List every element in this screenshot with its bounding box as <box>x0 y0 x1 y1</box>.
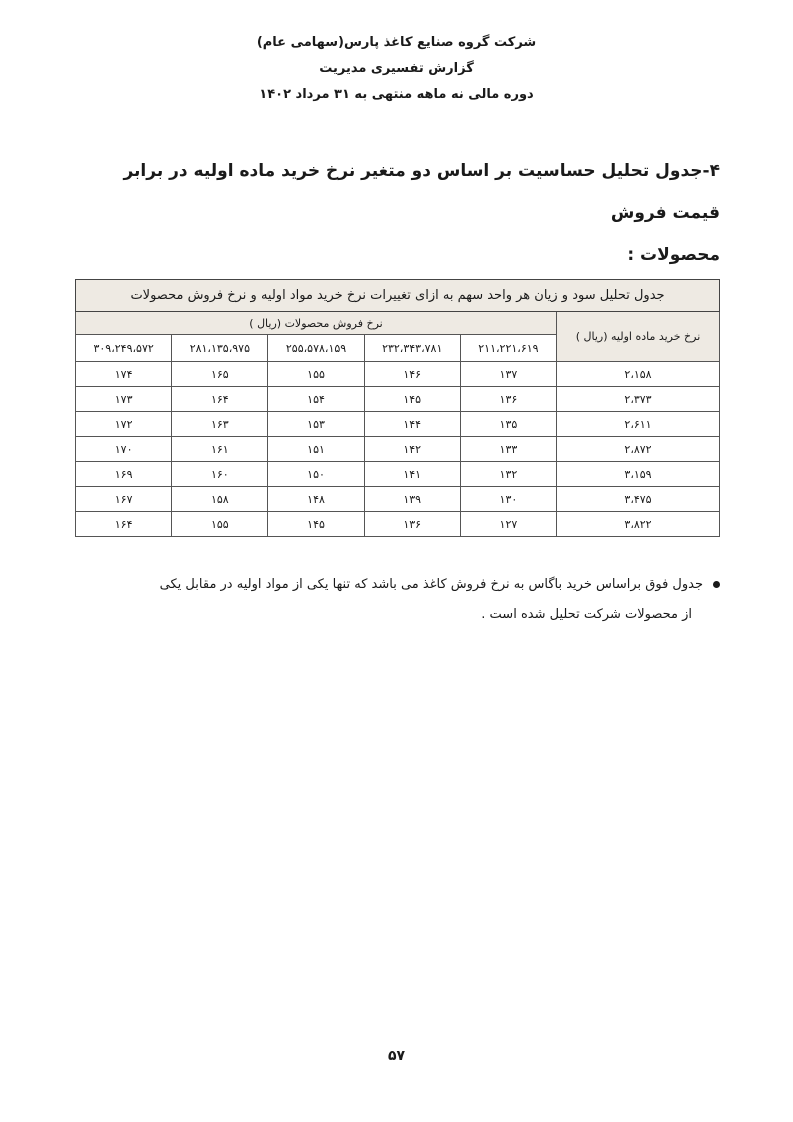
row-rate: ۲،۳۷۳ <box>557 387 720 412</box>
report-header <box>0 30 793 108</box>
table-cell: ۱۳۵ <box>460 412 556 437</box>
table-row <box>76 362 720 387</box>
table-cell: ۱۵۰ <box>268 462 364 487</box>
table-cell: ۱۶۵ <box>172 362 268 387</box>
report-title: گزارش تفسیری مدیریت <box>319 61 474 76</box>
table-cell: ۱۷۲ <box>76 412 172 437</box>
table-cell: ۱۳۳ <box>460 437 556 462</box>
column-group-header: نرخ فروش محصولات (ریال ) <box>76 312 557 335</box>
table-row <box>76 437 720 462</box>
table-cell: ۱۷۰ <box>76 437 172 462</box>
table-cell: ۱۴۵ <box>268 512 364 537</box>
table-cell: ۱۵۸ <box>172 487 268 512</box>
table-row <box>76 487 720 512</box>
report-period: دوره مالی نه ماهه منتهی به ۳۱ مرداد ۱۴۰۲ <box>259 87 534 102</box>
column-header: ۲۵۵،۵۷۸،۱۵۹ <box>268 335 364 362</box>
table-cell: ۱۷۴ <box>76 362 172 387</box>
column-header: ۲۳۲،۳۴۳،۷۸۱ <box>364 335 460 362</box>
table-cell: ۱۶۱ <box>172 437 268 462</box>
table-cell: ۱۶۳ <box>172 412 268 437</box>
table-cell: ۱۴۸ <box>268 487 364 512</box>
row-rate: ۲،۱۵۸ <box>557 362 720 387</box>
table-cell: ۱۳۹ <box>364 487 460 512</box>
table-row <box>76 387 720 412</box>
table-cell: ۱۴۱ <box>364 462 460 487</box>
table-cell: ۱۵۴ <box>268 387 364 412</box>
table-cell: ۱۶۴ <box>76 512 172 537</box>
note-bullet <box>75 570 720 630</box>
table-caption: جدول تحلیل سود و زیان هر واحد سهم به ازای تغییرات نرخ خرید مواد اولیه و نرخ فروش محصولات <box>76 280 720 312</box>
company-name: شرکت گروه صنایع کاغذ پارس(سهامی عام) <box>256 35 537 50</box>
row-rate: ۲،۸۷۲ <box>557 437 720 462</box>
table-cell: ۱۴۶ <box>364 362 460 387</box>
bullet-icon <box>713 581 720 588</box>
table-cell: ۱۳۲ <box>460 462 556 487</box>
table-cell: ۱۵۵ <box>268 362 364 387</box>
table-cell: ۱۵۱ <box>268 437 364 462</box>
table-cell: ۱۵۳ <box>268 412 364 437</box>
section-title <box>75 150 720 276</box>
table-cell: ۱۳۶ <box>364 512 460 537</box>
table-cell: ۱۲۷ <box>460 512 556 537</box>
row-header: نرخ خرید ماده اولیه (ریال ) <box>557 312 720 362</box>
row-rate: ۳،۱۵۹ <box>557 462 720 487</box>
section-title-line2: محصولات : <box>627 245 720 265</box>
table-cell: ۱۴۴ <box>364 412 460 437</box>
table-cell: ۱۴۵ <box>364 387 460 412</box>
table-cell: ۱۶۰ <box>172 462 268 487</box>
table-cell: ۱۶۴ <box>172 387 268 412</box>
table-cell: ۱۶۹ <box>76 462 172 487</box>
table-cell: ۱۳۷ <box>460 362 556 387</box>
sensitivity-table <box>75 279 720 537</box>
row-rate: ۳،۴۷۵ <box>557 487 720 512</box>
column-header: ۲۱۱،۲۲۱،۶۱۹ <box>460 335 556 362</box>
table-cell: ۱۵۵ <box>172 512 268 537</box>
page-number: ۵۷ <box>387 1048 406 1064</box>
table-cell: ۱۷۳ <box>76 387 172 412</box>
table-cell: ۱۳۰ <box>460 487 556 512</box>
table-row <box>76 462 720 487</box>
table-row <box>76 412 720 437</box>
note-line1: جدول فوق براساس خرید باگاس به نرخ فروش کاغذ می باشد که تنها یکی از مواد اولیه در مقابل یکی <box>159 577 703 592</box>
table-cell: ۱۶۷ <box>76 487 172 512</box>
table-row <box>76 512 720 537</box>
row-rate: ۳،۸۲۲ <box>557 512 720 537</box>
note-line2: از محصولات شرکت تحلیل شده است . <box>481 607 692 622</box>
column-header: ۳۰۹،۲۴۹،۵۷۲ <box>76 335 172 362</box>
table-cell: ۱۴۲ <box>364 437 460 462</box>
column-header: ۲۸۱،۱۳۵،۹۷۵ <box>172 335 268 362</box>
table-cell: ۱۳۶ <box>460 387 556 412</box>
row-rate: ۲،۶۱۱ <box>557 412 720 437</box>
section-title-line1: ۴-جدول تحلیل حساسیت بر اساس دو متغیر نرخ خرید ماده اولیه در برابر قیمت فروش <box>123 161 720 223</box>
